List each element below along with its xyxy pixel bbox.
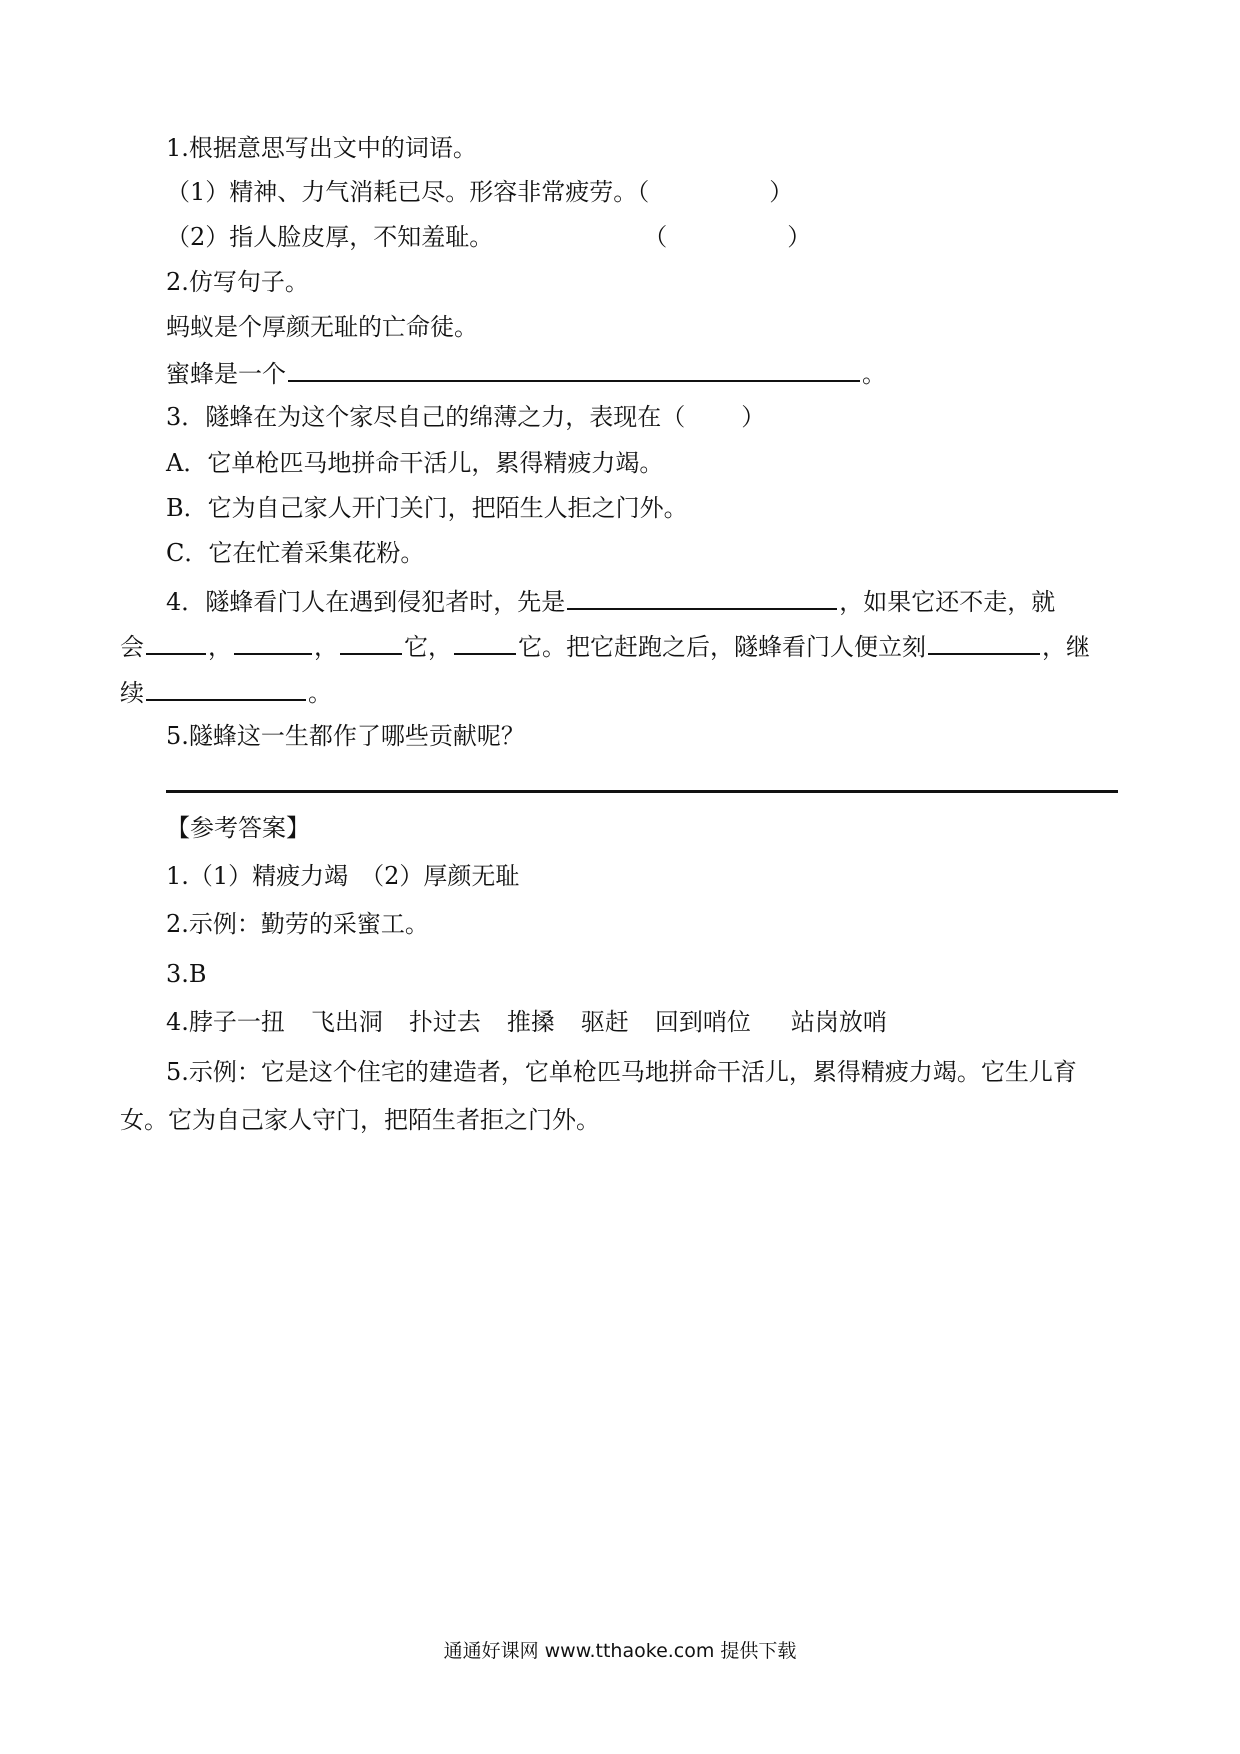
fill-blank — [928, 629, 1040, 655]
period: 。 — [308, 679, 332, 707]
question-1-1-text: （1）精神、力气消耗已尽。形容非常疲劳。（ — [166, 178, 650, 206]
answer-2: 2.示例：勤劳的采蜜工。 — [166, 910, 429, 938]
answer-1: 1.（1）精疲力竭 （2）厚颜无耻 — [166, 862, 520, 890]
question-4-word-hui: 会 — [120, 633, 144, 661]
question-3-option-a: A．它单枪匹马地拼命干活儿，累得精疲力竭。 — [166, 449, 664, 477]
answer-4 — [166, 1006, 887, 1038]
fill-blank — [454, 629, 516, 655]
comma: ， — [314, 633, 338, 661]
fill-blank — [146, 629, 206, 655]
question-4-mid: 它。把它赶跑之后，隧蜂看门人便立刻 — [518, 633, 926, 661]
answer-4-item: 回到哨位 — [654, 1008, 751, 1036]
answer-4-item: 扑过去 — [408, 1008, 481, 1036]
question-4-ji: ，继 — [1042, 633, 1090, 661]
question-2-example: 蚂蚁是个厚颜无耻的亡命徒。 — [166, 313, 478, 341]
question-2-title: 2.仿写句子。 — [166, 268, 309, 296]
answer-4-item: 飞出洞 — [310, 1008, 383, 1036]
question-4-ta: 它， — [404, 633, 452, 661]
question-4-line-3 — [120, 675, 332, 709]
question-1-title: 1.根据意思写出文中的词语。 — [166, 134, 477, 162]
paren-open: （ — [643, 223, 668, 251]
question-2-prompt — [166, 356, 886, 390]
comma: ， — [208, 633, 232, 661]
answer-5-line-1: 5.示例：它是这个住宅的建造者，它单枪匹马地拼命干活儿，累得精疲力竭。它生儿育 — [166, 1058, 1077, 1086]
answer-5-line-2: 女。它为自己家人守门，把陌生者拒之门外。 — [120, 1106, 600, 1134]
question-3-text: 3．隧蜂在为这个家尽自己的绵薄之力，表现在（ — [166, 403, 686, 431]
answer-3: 3.B — [166, 960, 207, 988]
page-footer: 通通好课网 www.tthaoke.com 提供下载 — [443, 1640, 797, 1662]
answer-4-item: 驱赶 — [580, 1008, 629, 1036]
question-3-title — [166, 401, 765, 433]
answer-4-item: 推搡 — [506, 1008, 555, 1036]
paren-close: ） — [741, 403, 766, 431]
question-4-xu: 续 — [120, 679, 144, 707]
question-2-prompt-text: 蜜蜂是一个 — [166, 360, 286, 388]
question-1-2 — [166, 221, 811, 253]
paren-close: ） — [787, 223, 812, 251]
question-4-part-1: 4．隧蜂看门人在遇到侵犯者时，先是 — [166, 588, 566, 616]
question-4-line-1 — [166, 584, 1055, 618]
question-3-option-b: B．它为自己家人开门关门，把陌生人拒之门外。 — [166, 494, 688, 522]
answer-4-item: 4.脖子一扭 — [166, 1008, 285, 1036]
paren-close: ） — [769, 178, 794, 206]
fill-blank — [234, 629, 312, 655]
question-3-option-c: C．它在忙着采集花粉。 — [166, 539, 425, 567]
answers-heading: 【参考答案】 — [166, 814, 310, 842]
fill-blank — [146, 675, 306, 701]
question-4-part-2: ，如果它还不走，就 — [839, 588, 1056, 616]
question-1-1 — [166, 176, 793, 208]
fill-blank — [288, 356, 860, 382]
question-1-2-text: （2）指人脸皮厚，不知羞耻。 — [166, 223, 494, 251]
question-5-title: 5.隧蜂这一生都作了哪些贡献呢？ — [166, 722, 525, 750]
period: 。 — [862, 360, 886, 388]
fill-blank — [340, 629, 402, 655]
fill-blank — [567, 584, 837, 610]
answer-4-item: 站岗放哨 — [790, 1008, 887, 1036]
question-4-line-2 — [120, 629, 1090, 663]
answer-line — [166, 790, 1118, 793]
